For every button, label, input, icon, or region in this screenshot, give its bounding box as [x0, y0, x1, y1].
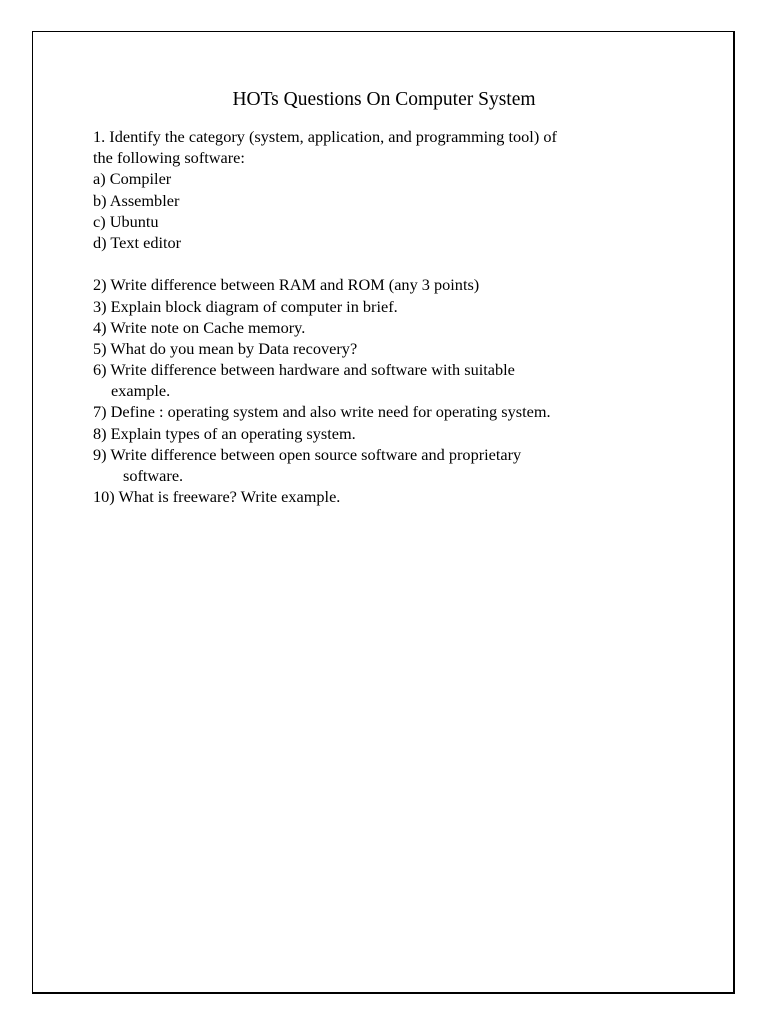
question-1-option-c: c) Ubuntu [93, 211, 159, 231]
question-1-option-a: a) Compiler [93, 169, 172, 189]
question-1-line-1: 1. Identify the category (system, application, and programming tool) of [93, 127, 557, 146]
question-5: 5) What do you mean by Data recovery? [93, 338, 358, 358]
question-10: 10) What is freeware? Write example. [93, 487, 341, 507]
question-7: 7) Define : operating system and also write need for operating system. [93, 402, 551, 422]
question-1-option-b: b) Assembler [93, 190, 180, 210]
question-1-line-2: the following software: [93, 148, 245, 168]
question-list [93, 126, 703, 507]
question-4: 4) Write note on Cache memory. [93, 317, 306, 337]
question-6-line-2: example. [111, 381, 171, 401]
question-6-line-1: 6) Write difference between hardware and software with suitable [93, 360, 515, 380]
question-3: 3) Explain block diagram of computer in brief. [93, 296, 398, 316]
question-9-line-1: 9) Write difference between open source software and proprietary [93, 444, 522, 464]
question-8: 8) Explain types of an operating system. [93, 423, 356, 443]
document-title: HOTs Questions On Computer System [232, 89, 536, 110]
question-2: 2) Write difference between RAM and ROM (any 3 points) [93, 275, 480, 295]
paragraph-gap [93, 253, 703, 274]
question-1-option-d: d) Text editor [93, 232, 182, 252]
question-9-line-2: software. [123, 466, 184, 485]
